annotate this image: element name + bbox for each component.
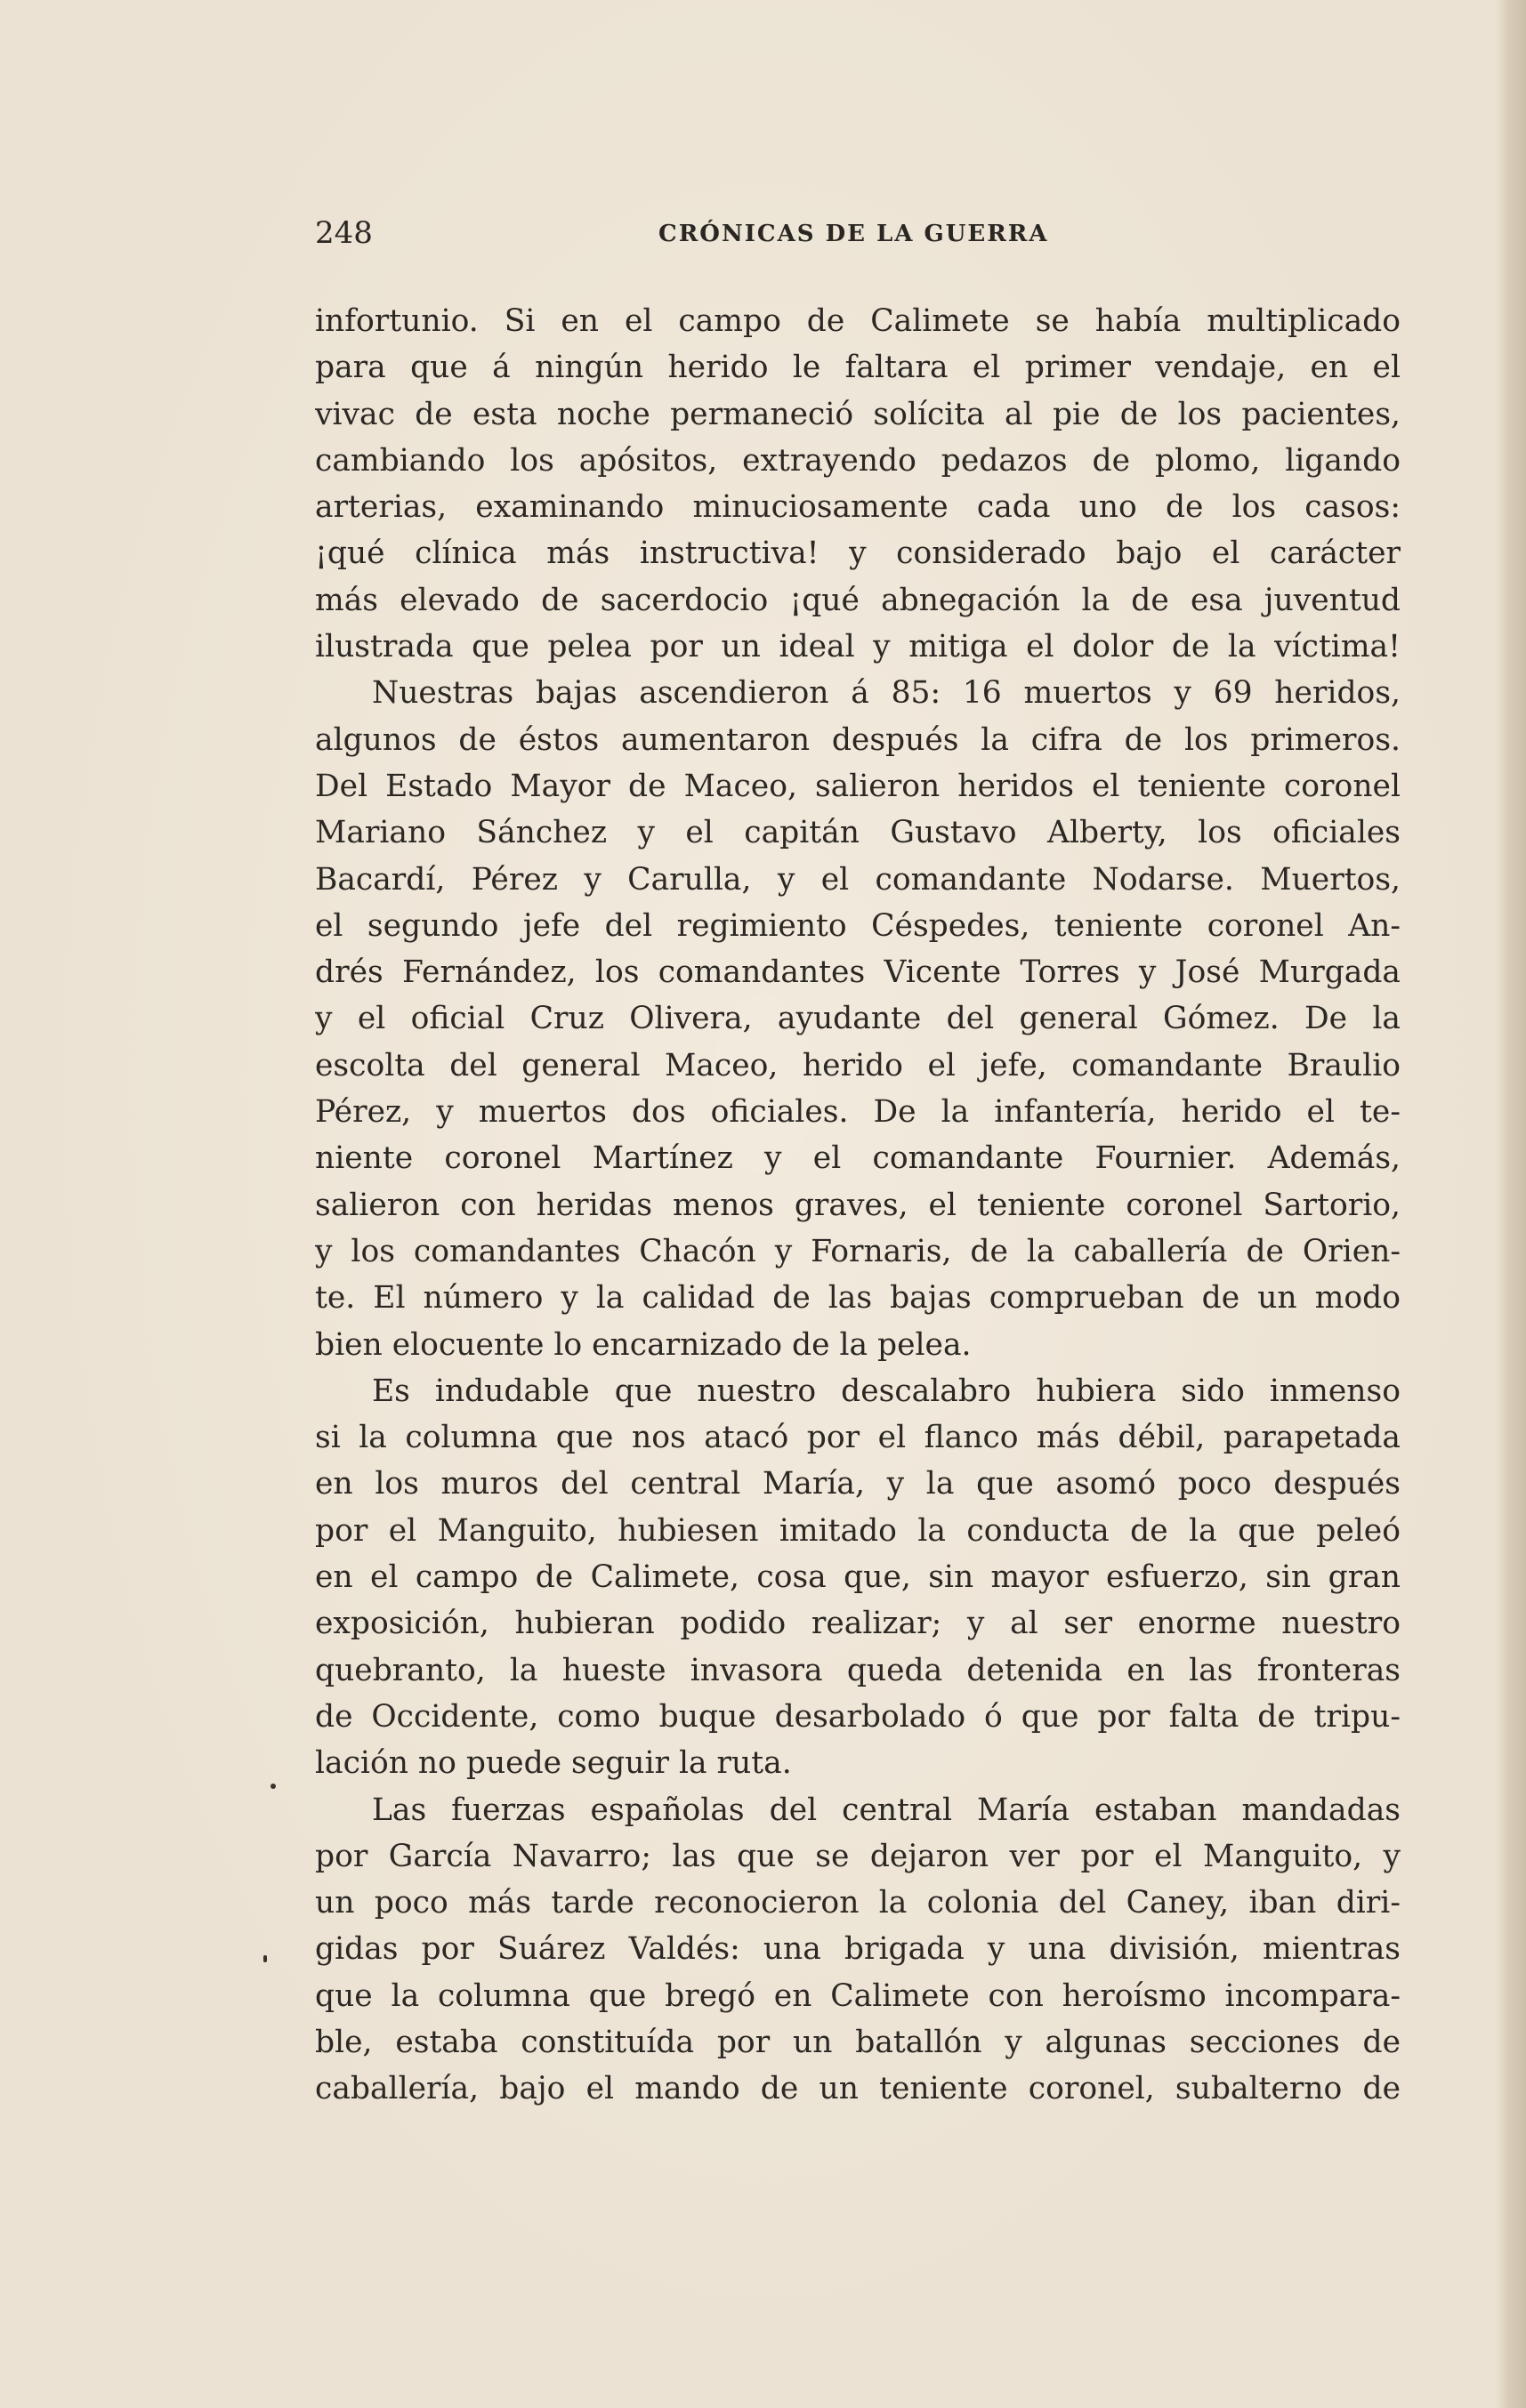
text-line: salieron con heridas menos graves, el teniente coronel Sartorio, (315, 1187, 1401, 1223)
text-line: para que á ningún herido le faltara el primer vendaje, en el (315, 350, 1401, 386)
running-head: CRÓNICAS DE LA GUERRA (658, 221, 1049, 247)
text-line: que la columna que bregó en Calimete con heroísmo incompara- (315, 1977, 1401, 2014)
text-line: Pérez, y muertos dos oficiales. De la infantería, herido el te- (315, 1094, 1401, 1131)
body-text (315, 298, 1401, 2113)
text-line: un poco más tarde reconocieron la colonia del Caney, iban diri- (315, 1885, 1401, 1921)
text-line: ilustrada que pelea por un ideal y mitiga el dolor de la víctima! (315, 629, 1401, 665)
text-line: Bacardí, Pérez y Carulla, y el comandante Nodarse. Muertos, (315, 861, 1401, 898)
page-number: 248 (315, 215, 373, 251)
page-header (315, 215, 1401, 251)
text-line: Mariano Sánchez y el capitán Gustavo Alberty, los oficiales (315, 815, 1401, 851)
text-line: ble, estaba constituída por un batallón y algunas secciones de (315, 2024, 1401, 2060)
text-line: exposición, hubieran podido realizar; y al ser enorme nuestro (315, 1606, 1401, 1642)
text-line: infortunio. Si en el campo de Calimete se había multiplicado (315, 303, 1401, 339)
text-line: quebranto, la hueste invasora queda detenida en las fronteras (315, 1652, 1401, 1688)
text-line: el segundo jefe del regimiento Céspedes, teniente coronel An- (315, 907, 1401, 944)
paragraph-first-line: Las fuerzas españolas del central María estaban mandadas (372, 1792, 1401, 1828)
text-line: te. El número y la calidad de las bajas comprueban de un modo (315, 1280, 1401, 1317)
text-line: caballería, bajo el mando de un teniente coronel, subalterno de (315, 2071, 1401, 2107)
text-line: arterias, examinando minuciosamente cada uno de los casos: (315, 489, 1401, 526)
page-edge-shadow (1496, 0, 1526, 2408)
text-line: por García Navarro; las que se dejaron ver por el Manguito, y (315, 1838, 1401, 1874)
text-line: y el oficial Cruz Olivera, ayudante del general Gómez. De la (315, 1001, 1401, 1037)
paragraph-first-line: Nuestras bajas ascendieron á 85: 16 muertos y 69 heridos, (372, 675, 1401, 712)
text-line: niente coronel Martínez y el comandante Fournier. Además, (315, 1140, 1401, 1177)
text-line: más elevado de sacerdocio ¡qué abnegación la de esa juventud (315, 582, 1401, 618)
text-line: si la columna que nos atacó por el flanco más débil, parapetada (315, 1420, 1401, 1456)
text-line: gidas por Suárez Valdés: una brigada y una división, mientras (315, 1931, 1401, 1968)
text-line: y los comandantes Chacón y Fornaris, de la caballería de Orien- (315, 1233, 1401, 1269)
text-line: cambiando los apósitos, extrayendo pedazos de plomo, ligando (315, 442, 1401, 479)
margin-speck (263, 1955, 267, 1962)
margin-speck (270, 1784, 276, 1789)
text-line: por el Manguito, hubiesen imitado la conducta de la que peleó (315, 1512, 1401, 1549)
text-line: vivac de esta noche permaneció solícita al pie de los pacientes, (315, 396, 1401, 432)
text-line: drés Fernández, los comandantes Vicente Torres y José Murgada (315, 954, 1401, 991)
text-line: algunos de éstos aumentaron después la cifra de los primeros. (315, 721, 1401, 758)
text-line: de Occidente, como buque desarbolado ó que por falta de tripu- (315, 1698, 1401, 1735)
paragraph-first-line: Es indudable que nuestro descalabro hubiera sido inmenso (372, 1373, 1401, 1409)
paragraph-last-line: lación no puede seguir la ruta. (315, 1745, 792, 1782)
paragraph-last-line: bien elocuente lo encarnizado de la pelea. (315, 1326, 972, 1363)
text-line: ¡qué clínica más instructiva! y considerado bajo el carácter (315, 536, 1401, 572)
text-line: Del Estado Mayor de Maceo, salieron heridos el teniente coronel (315, 768, 1401, 804)
text-line: en el campo de Calimete, cosa que, sin mayor esfuerzo, sin gran (315, 1559, 1401, 1596)
text-line: escolta del general Maceo, herido el jefe, comandante Braulio (315, 1047, 1401, 1083)
text-line: en los muros del central María, y la que asomó poco después (315, 1466, 1401, 1502)
